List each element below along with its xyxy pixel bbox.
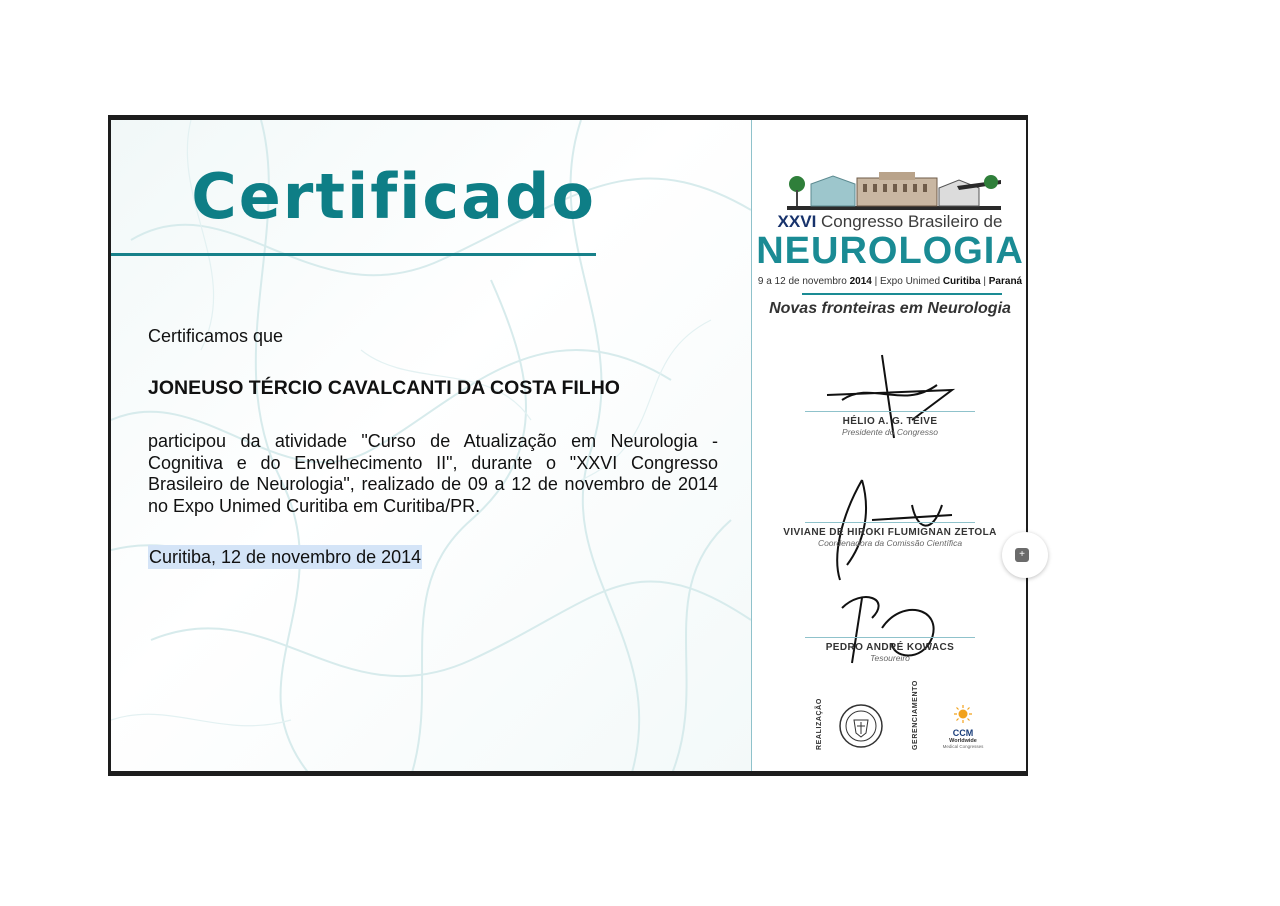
event-name: NEUROLOGIA (756, 230, 1024, 272)
event-edition: XXVI Congresso Brasileiro de (777, 212, 1003, 231)
ccm-logo (938, 705, 988, 750)
signatory-role: Coordenadora da Comissão Científica (817, 538, 963, 548)
recipient-name: JONEUSO TÉRCIO CAVALCANTI DA COSTA FILHO (148, 377, 620, 399)
floating-side-button[interactable] (1002, 532, 1048, 578)
signature-block (752, 637, 1028, 663)
society-seal-logo (838, 703, 884, 749)
signatory-name: PEDRO ANDRÉ KOWACS (825, 642, 955, 653)
realizacao-label: REALIZAÇÃO (816, 698, 823, 750)
certificate-intro: Certificamos que (148, 326, 284, 346)
certificate-title: Certificado (191, 160, 596, 233)
signature-line (805, 411, 975, 412)
signatory-name: HÉLIO A. G. TEIVE (842, 416, 938, 427)
certificate-text: participou da atividade "Curso de Atualização em Neurologia - Cognitiva e do Envelhecimento II", durante o "XXVI Congresso Brasileiro de Neurologia", realizado de 09 a 12 de novembro de 2014 no Expo Unimed Curitiba em Curitiba/PR. (148, 431, 718, 516)
ccm-subtitle: Worldwide (949, 738, 977, 744)
ccm-name: CCM (952, 728, 974, 738)
ccm-tagline: Medical Congresses (942, 744, 984, 749)
event-slogan: Novas fronteiras em Neurologia (769, 300, 1011, 317)
place-date[interactable]: Curitiba, 12 de novembro de 2014 (149, 547, 422, 567)
certificate-body (111, 120, 751, 771)
event-building-illustration (787, 170, 1001, 210)
signature-line (805, 522, 975, 523)
event-dates: 9 a 12 de novembro 2014 | Expo Unimed Curitiba | Paraná (757, 276, 1023, 287)
certificate (108, 115, 1028, 776)
signature-block (752, 411, 1028, 437)
signatory-role: Tesoureiro (870, 653, 910, 663)
sun-icon (953, 705, 973, 723)
signatory-role: Presidente do Congresso (842, 427, 938, 437)
expand-icon: + (1015, 548, 1029, 562)
title-underline (111, 253, 596, 256)
signatory-name: VIVIANE DE HIROKI FLUMIGNAN ZETOLA (783, 527, 997, 538)
signature-line (805, 637, 975, 638)
event-rule (802, 293, 1002, 295)
gerenciamento-label: GERENCIAMENTO (912, 680, 919, 750)
event-panel (752, 120, 1028, 771)
signature-block (752, 522, 1028, 548)
